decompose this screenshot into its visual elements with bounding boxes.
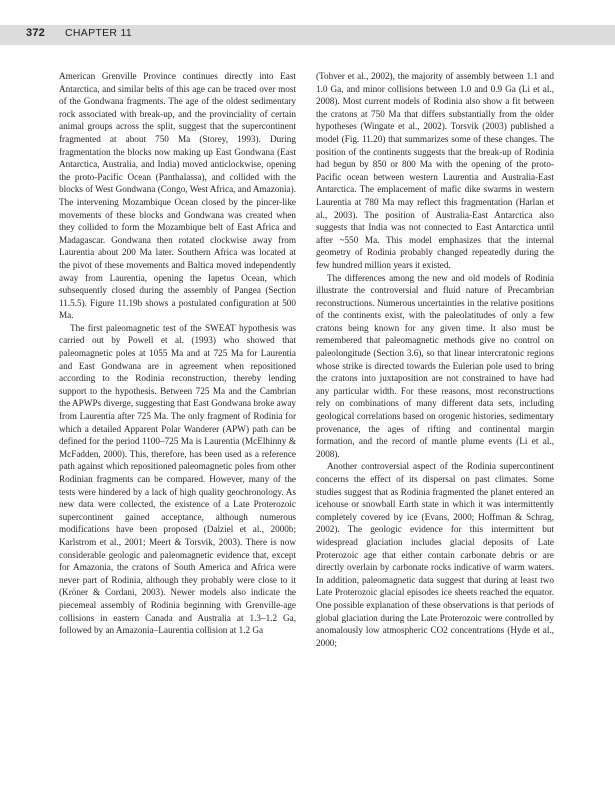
paragraph-continued: American Grenville Province continues directly into East Antarctica, and similar belts of this age can be traced over most of the Gondwana fragments. The age of the oldest sedimentary rock associated with break-up, and the provinciality of certain animal groups across the split, suggest that the supercontinent fragmented at about 750 Ma (Storey, 1993). During fragmentation the blocks now making up East Gondwana (East Antarctica, Australia, and India) moved anticlockwise, opening the proto-Pacific Ocean (Panthalassa), and collided with the blocks of West Gondwana (Congo, West Africa, and Amazonia). The intervening Mozambique Ocean closed by the pincer-like movements of these blocks and Gondwana was created when they collided to form the Mozambique belt of East Africa and Madagascar. Gondwana then rotated clockwise away from Laurentia about 200 Ma later. Southern Africa was located at the pivot of these movements and Baltica moved independently away from Laurentia, opening the Iapetus Ocean, which subsequently closed during the assembly of Pangea (Section 11.5.5). Figure 11.19b shows a postulated configuration at 500 Ma. (59, 71, 296, 321)
paragraph-model-differences: The differences among the new and old models of Rodinia illustrate the controversial and fluid nature of Precambrian reconstructions. Numerous uncertainties in the relative positions of the continents exist, with the paleolatitudes of only a few cratons being known for any given time. It also must be remembered that paleomagnetic methods give no control on paleolongitude (Section 3.6), so that linear intercratonic regions whose strike is directed towards the Eulerian pole used to bring the cratons into juxtaposition are not constrained to have had any particular width. For these reasons, most reconstructions rely on combinations of many different data sets, including geological correlations based on orogenic histories, sedimentary provenance, the ages of rifting and continental margin formation, and the record of mantle plume events (Li et al., 2008). (316, 272, 554, 459)
right-text-column (316, 70, 554, 649)
left-text-column (59, 70, 296, 637)
paragraph-climate-effects: Another controversial aspect of the Rodinia supercontinent concerns the effect of its dispersal on past climates. Some studies suggest that as Rodinia fragmented the planet entered an icehouse or snowball Earth state in which it was intermittently completely covered by ice (Evans, 2000; Hoffman & Schrag, 2002). The geologic evidence for this intermittent but widespread glaciation includes glacial deposits of Late Proterozoic age that either contain carbonate debris or are directly overlain by carbonate rocks indicative of warm waters. In addition, paleomagnetic data suggest that during at least two Late Proterozoic glacial episodes ice sheets reached the equator. One possible explanation of these observations is that periods of global glaciation during the Late Proterozoic were controlled by anomalously low atmospheric CO2 concentrations (Hyde et al., 2000; (316, 461, 554, 648)
page-number: 372 (26, 27, 45, 39)
chapter-label: CHAPTER 11 (65, 27, 132, 39)
paragraph-sweat-test: The first paleomagnetic test of the SWEAT hypothesis was carried out by Powell et al. (1993) who showed that paleomagnetic poles at 1055 Ma and at 725 Ma for Laurentia and East Gondwana are in agreement when repositioned according to the Rodinia reconstruction, thereby lending support to the hypothesis. Between 725 Ma and the Cambrian the APWPs diverge, suggesting that East Gondwana broke away from Laurentia after 725 Ma. The only fragment of Rodinia for which a detailed Apparent Polar Wanderer (APW) path can be defined for the period 1100–725 Ma is Laurentia (McElhinny & McFadden, 2000). This, therefore, has been used as a reference path against which repositioned paleomagnetic poles from other Rodinian fragments can be compared. However, many of the tests were hindered by a lack of high quality geochronology. As new data were collected, the existence of a Late Proterozoic supercontinent gained acceptance, although numerous modifications have been proposed (Dalziel et al., 2000b; Karlstrom et al., 2001; Meert & Torsvik, 2003). There is now considerable geologic and paleomagnetic evidence that, except for Amazonia, the cratons of South America and Africa were never part of Rodinia, although they probably were close to it (Kröner & Cordani, 2003). Newer models also indicate the piecemeal assembly of Rodinia beginning with Grenville-age collisions in eastern Canada and Australia at 1.3–1.2 Ga, followed by an Amazonia–Laurentia collision at 1.2 Ga (59, 322, 296, 636)
paragraph-rodinia-models: (Tohver et al., 2002), the majority of assembly between 1.1 and 1.0 Ga, and minor collisions between 1.0 and 0.9 Ga (Li et al., 2008). Most current models of Rodinia also show a fit between the cratons at 750 Ma that differs substantially from the older hypotheses (Wingate et al., 2002). Torsvik (2003) published a model (Fig. 11.20) that summarizes some of these changes. The position of the continents suggests that the break-up of Rodinia had begun by 850 or 800 Ma with the opening of the proto-Pacific ocean between western Laurentia and Australia-East Antarctica. The emplacement of mafic dike swarms in western Laurentia at 780 Ma may reflect this fragmentation (Harlan et al., 2003). The position of Australia-East Antarctica also suggests that India was not connected to East Antarctica until after ~550 Ma. This model emphasizes that the internal geometry of Rodinia probably changed repeatedly during the few hundred million years it existed. (316, 71, 554, 270)
